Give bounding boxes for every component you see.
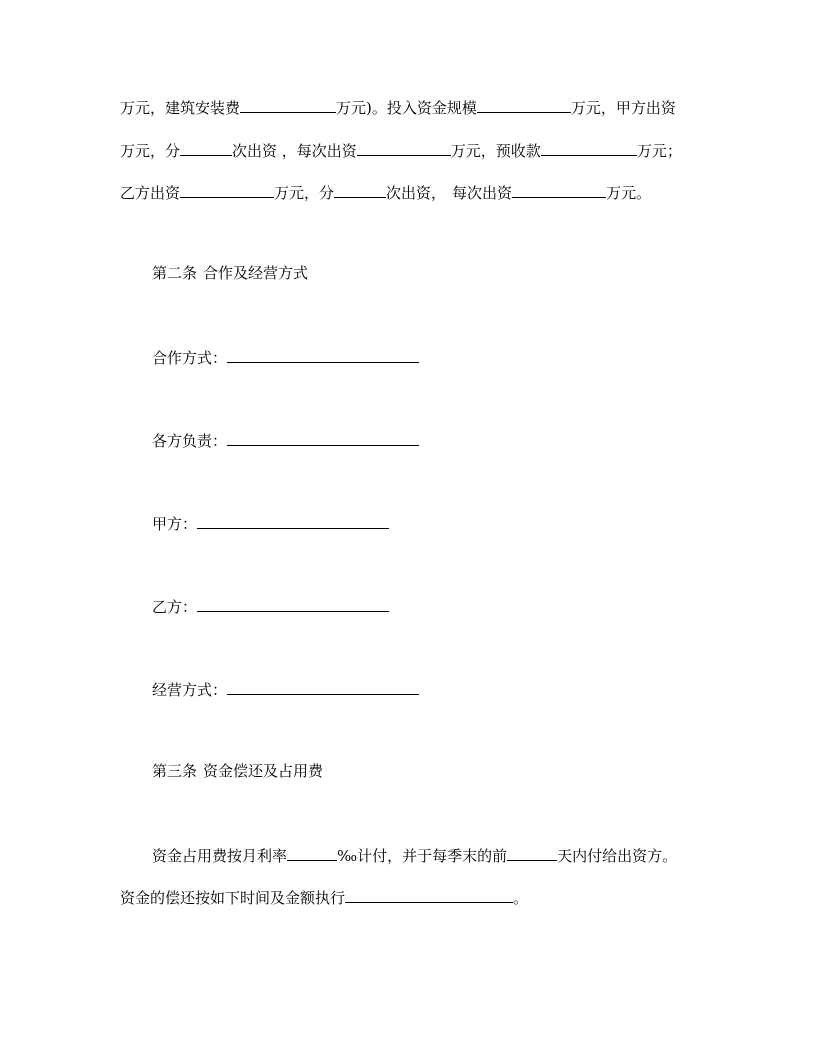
fill-in-blank[interactable] — [240, 96, 336, 113]
party-a-row — [152, 512, 389, 532]
text: 天内付给出资方。 — [557, 847, 678, 865]
text: 资金占用费按月利率 — [152, 847, 288, 865]
fill-in-blank[interactable] — [507, 844, 557, 861]
paragraph-line-3 — [120, 181, 651, 201]
field-label: 合作方式： — [152, 349, 228, 367]
fill-in-blank[interactable] — [541, 139, 637, 156]
article-2-heading — [152, 263, 308, 283]
text: ‰计付，并于每季末的前 — [337, 847, 508, 865]
fill-in-blank[interactable] — [334, 181, 386, 198]
responsibilities-row — [152, 429, 419, 449]
article-title: 资金偿还及占用费 — [203, 762, 324, 780]
fill-in-blank[interactable] — [227, 678, 419, 695]
fee-paragraph-line-1 — [152, 844, 677, 864]
fill-in-blank[interactable] — [512, 181, 606, 198]
text: 每次出资 — [452, 184, 513, 202]
text: 万元，预收款 — [450, 142, 541, 160]
article-title: 合作及经营方式 — [203, 264, 309, 282]
text: 乙方出资 — [120, 184, 181, 202]
fill-in-blank[interactable] — [180, 139, 232, 156]
text: 万元，分 — [274, 184, 335, 202]
field-label: 经营方式： — [152, 681, 228, 699]
fill-in-blank[interactable] — [197, 595, 389, 612]
field-label: 甲方： — [152, 515, 198, 533]
fill-in-blank[interactable] — [227, 346, 419, 363]
fill-in-blank[interactable] — [357, 139, 451, 156]
text: 万元，建筑安装费 — [120, 99, 241, 117]
field-label: 乙方： — [152, 598, 198, 616]
field-label: 各方负责： — [152, 432, 228, 450]
article-number: 第二条 — [152, 264, 198, 282]
text: 次出资， — [386, 184, 447, 202]
fee-paragraph-line-2 — [120, 886, 528, 906]
cooperation-method-row — [152, 346, 419, 366]
fill-in-blank[interactable] — [197, 512, 389, 529]
text: 。 — [513, 889, 529, 907]
article-number: 第三条 — [152, 762, 198, 780]
fill-in-blank[interactable] — [345, 886, 513, 903]
paragraph-line-1 — [120, 96, 676, 116]
text: 次出资 ，每次出资 — [232, 142, 357, 160]
operation-method-row — [152, 678, 419, 698]
text: 万元。 — [606, 184, 652, 202]
fill-in-blank[interactable] — [227, 429, 419, 446]
text: 万元，甲方出资 — [570, 99, 676, 117]
fill-in-blank[interactable] — [477, 96, 571, 113]
text: 万元)。投入资金规模 — [336, 99, 477, 117]
fill-in-blank[interactable] — [180, 181, 274, 198]
text: 万元； — [636, 142, 682, 160]
text: 资金的偿还按如下时间及金额执行 — [120, 889, 346, 907]
text: 万元，分 — [120, 142, 181, 160]
article-3-heading — [152, 761, 323, 781]
party-b-row — [152, 595, 389, 615]
paragraph-line-2 — [120, 139, 682, 159]
fill-in-blank[interactable] — [287, 844, 337, 861]
